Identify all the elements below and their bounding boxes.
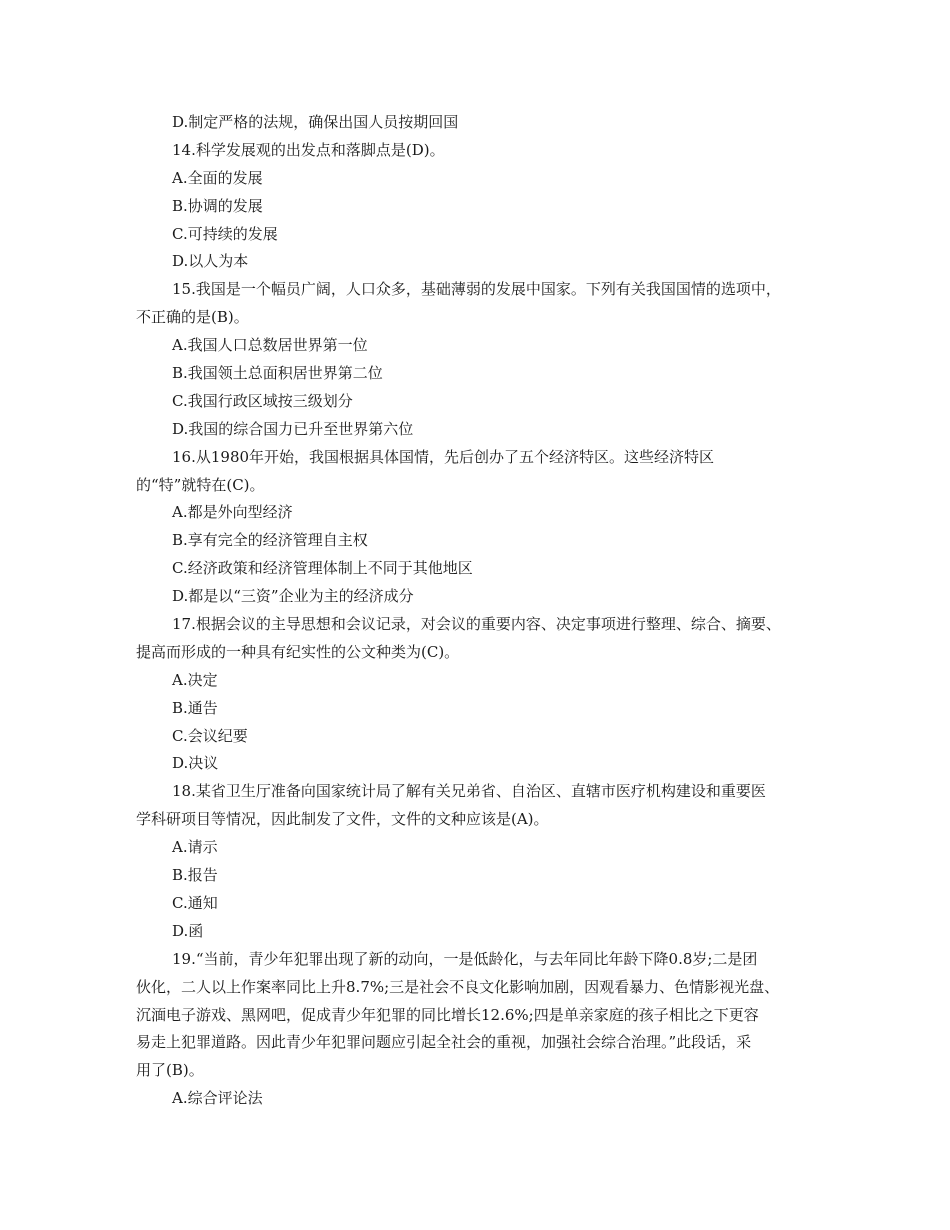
question-continuation: 沉湎电子游戏、黑网吧，促成青少年犯罪的同比增长12.6%;四是单亲家庭的孩子相比之下更容 <box>136 1005 759 1024</box>
answer-option: D.制定严格的法规，确保出国人员按期回国 <box>172 113 459 131</box>
answer-option: A.综合评论法 <box>172 1089 263 1108</box>
question-continuation: 学科研项目等情况，因此制发了文件，文件的文种应该是(A)。 <box>136 810 549 829</box>
answer-option: C.通知 <box>172 893 218 912</box>
question-text: 14.科学发展观的出发点和落脚点是(D)。 <box>172 140 445 159</box>
question-continuation: 伙化，二人以上作案率同比上升8.7%;三是社会不良文化影响加剧，因观看暴力、色情影视光盘、 <box>136 977 780 996</box>
question-text: 17.根据会议的主导思想和会议记录，对会议的重要内容、决定事项进行整理、综合、摘要、 <box>172 615 781 634</box>
question-text: 18.某省卫生厅准备向国家统计局了解有关兄弟省、自治区、直辖市医疗机构建设和重要医 <box>172 782 766 801</box>
answer-option: A.请示 <box>172 838 218 857</box>
answer-option: C.经济政策和经济管理体制上不同于其他地区 <box>172 559 473 578</box>
answer-option: A.都是外向型经济 <box>172 503 293 522</box>
answer-option: A.全面的发展 <box>172 168 263 187</box>
question-text: 15.我国是一个幅员广阔，人口众多，基础薄弱的发展中国家。下列有关我国国情的选项中， <box>172 280 781 299</box>
answer-option: B.我国领土总面积居世界第二位 <box>172 364 383 383</box>
answer-option: D.以人为本 <box>172 252 249 271</box>
answer-option: D.函 <box>172 921 204 940</box>
question-text: 19.“当前，青少年犯罪出现了新的动向，一是低龄化，与去年同比年龄下降0.8岁;二是团 <box>172 949 758 968</box>
answer-option: B.协调的发展 <box>172 196 263 215</box>
answer-option: A.我国人口总数居世界第一位 <box>172 336 368 355</box>
answer-option: D.决议 <box>172 754 219 773</box>
answer-option: C.我国行政区域按三级划分 <box>172 391 353 410</box>
answer-option: A.决定 <box>172 670 218 689</box>
question-continuation: 易走上犯罪道路。因此青少年犯罪问题应引起全社会的重视，加强社会综合治理。”此段话，采 <box>136 1033 752 1052</box>
answer-option: C.可持续的发展 <box>172 224 278 243</box>
question-continuation: 的“特”就特在(C)。 <box>136 475 265 494</box>
document-page <box>136 109 816 1113</box>
answer-option: B.报告 <box>172 866 218 885</box>
question-continuation: 提高而形成的一种具有纪实性的公文种类为(C)。 <box>136 642 460 661</box>
answer-option: D.我国的综合国力已升至世界第六位 <box>172 419 414 438</box>
answer-option: D.都是以“三资”企业为主的经济成分 <box>172 587 414 606</box>
question-text: 16.从1980年开始，我国根据具体国情，先后创办了五个经济特区。这些经济特区 <box>172 447 715 466</box>
answer-option: C.会议纪要 <box>172 726 248 745</box>
question-continuation: 用了(B)。 <box>136 1061 204 1080</box>
answer-option: B.通告 <box>172 698 218 717</box>
question-continuation: 不正确的是(B)。 <box>136 308 249 327</box>
answer-option: B.享有完全的经济管理自主权 <box>172 531 368 550</box>
